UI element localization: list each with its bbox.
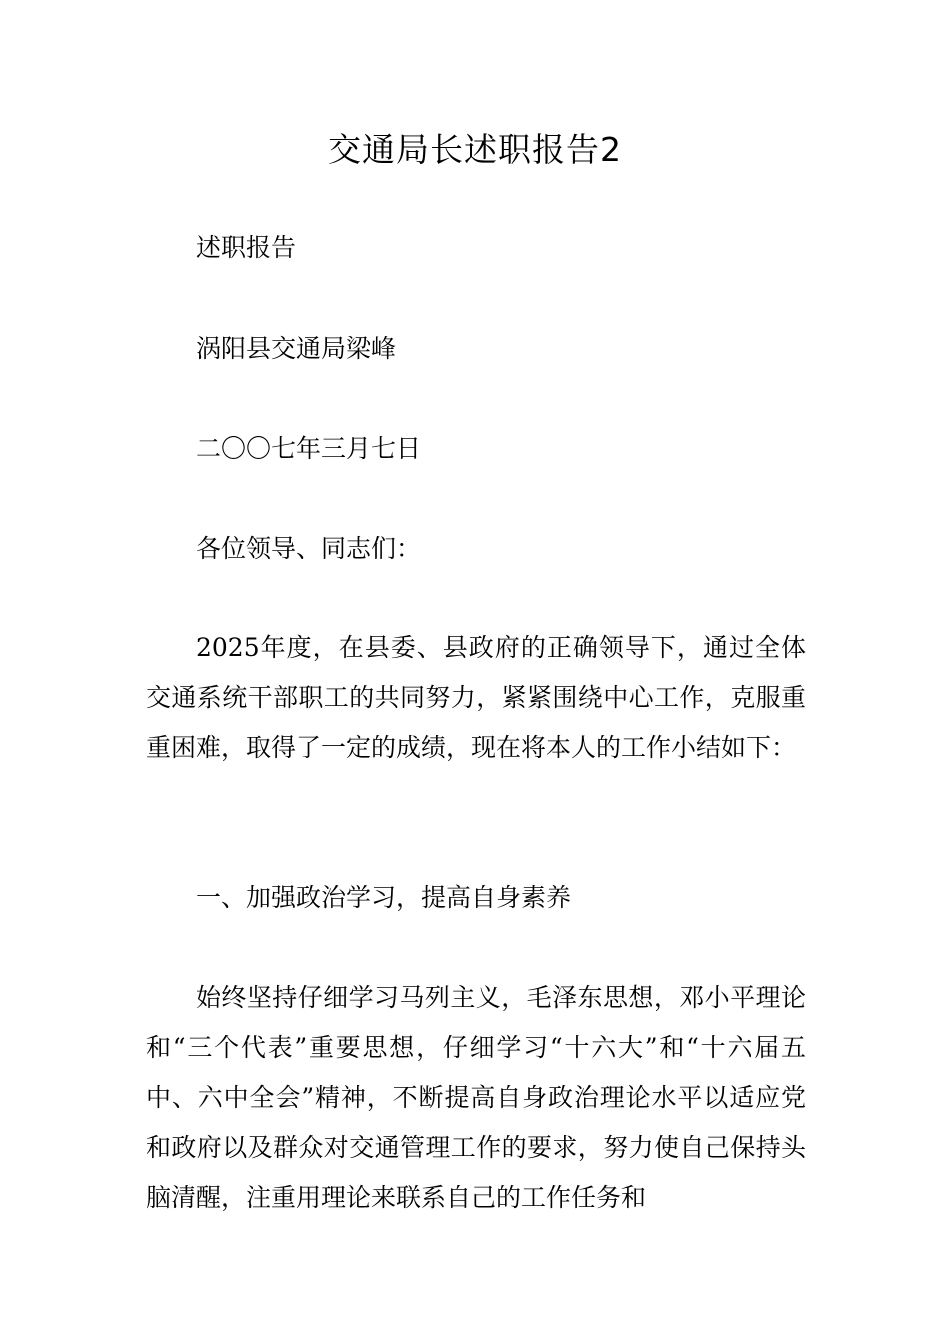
document-title: 交通局长述职报告2 bbox=[328, 130, 622, 169]
report-heading: 述职报告 bbox=[196, 233, 297, 262]
section-heading-1: 一、加强政治学习，提高自身素养 bbox=[196, 883, 572, 912]
paragraph-political-study: 始终坚持仔细学习马列主义，毛泽东思想，邓小平理论和“三个代表”重要思想，仔细学习“十六大”和“十六届五中、六中全会”精神，不断提高自身政治理论水平以适应党和政府以及群众对交通管理工作的要求，努力使自己保持头脑清醒，注重用理论来联系自己的工作任务和 bbox=[146, 983, 806, 1212]
author-line: 涡阳县交通局梁峰 bbox=[196, 334, 397, 363]
date-line: 二〇〇七年三月七日 bbox=[196, 434, 422, 463]
paragraph-intro: 2025年度，在县委、县政府的正确领导下，通过全体交通系统干部职工的共同努力，紧紧围绕中心工作，克服重重困难，取得了一定的成绩，现在将本人的工作小结如下： bbox=[146, 633, 806, 762]
salutation: 各位领导、同志们： bbox=[196, 534, 422, 563]
